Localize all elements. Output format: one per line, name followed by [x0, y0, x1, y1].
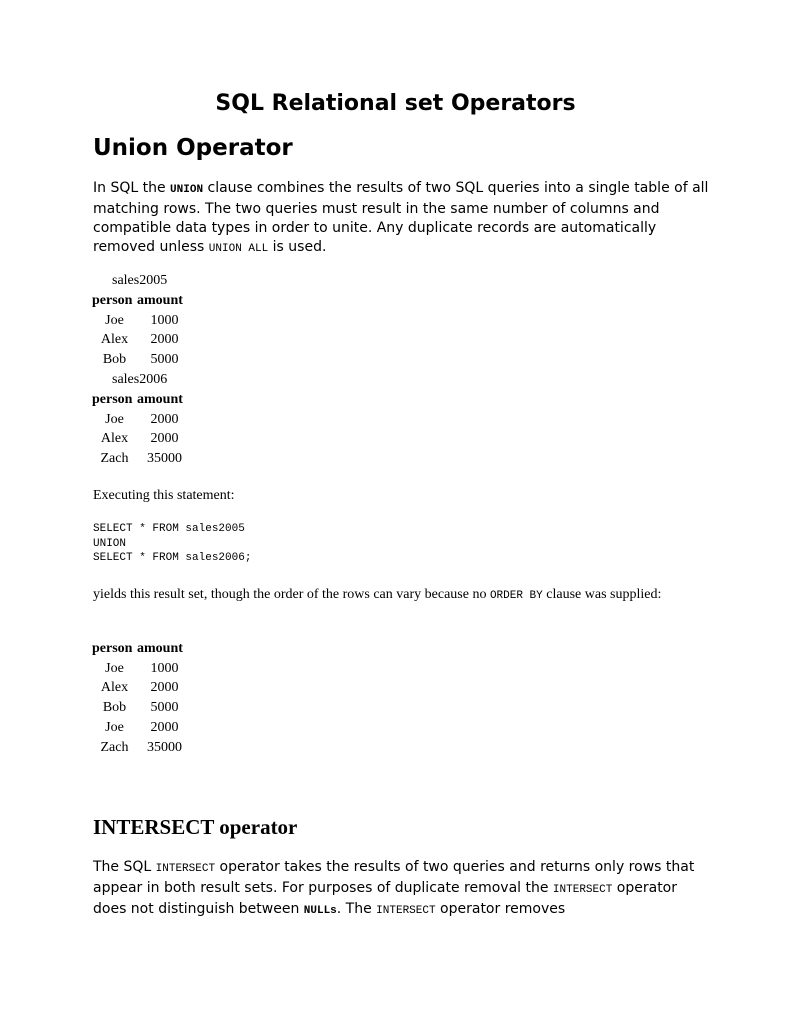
sales2006-table: [92, 370, 192, 469]
table-row: [92, 678, 192, 698]
intro-text-3: is used.: [268, 239, 327, 255]
cell-person: Alex: [100, 431, 129, 447]
cell-amount: 2000: [150, 680, 179, 696]
table-row: [92, 698, 192, 718]
table-row: [92, 429, 192, 449]
table-row: [92, 659, 192, 679]
union-result-table: [92, 639, 192, 757]
column-header-person: person: [92, 293, 133, 308]
table-row: [92, 330, 192, 350]
cell-amount: 2000: [150, 411, 179, 427]
cell-person: Alex: [100, 332, 129, 348]
intersect-paragraph: [93, 858, 713, 921]
union-all-keyword: UNION ALL: [208, 243, 269, 255]
table-row: [92, 350, 192, 370]
cell-amount: 2000: [150, 719, 179, 735]
yields-text-2: clause was supplied:: [542, 587, 662, 602]
cell-person: Alex: [100, 680, 129, 696]
union-heading: Union Operator: [93, 135, 293, 161]
table-header-row: [92, 291, 192, 311]
cell-amount: 2000: [150, 332, 179, 348]
intersect-heading: INTERSECT operator: [93, 815, 298, 839]
table-header-row: [92, 390, 192, 410]
intro-text-2: clause combines the results of two SQL queries into a single table of all matching rows. The two queries must result in the same number of columns and compatible data types in order to unite. Any duplicate records are automatically removed unless: [93, 180, 709, 255]
intersect-text-5: operator removes: [435, 901, 566, 917]
yields-text-1: yields this result set, though the order of the rows can vary because no: [93, 587, 490, 602]
intersect-keyword: INTERSECT: [552, 884, 613, 896]
table-row: [92, 311, 192, 331]
table-row: [92, 449, 192, 469]
column-header-person: person: [92, 392, 133, 407]
union-intro-paragraph: [93, 179, 713, 259]
column-header-amount: amount: [137, 392, 183, 407]
column-header-amount: amount: [137, 641, 183, 656]
intersect-text-3: operator does not distinguish between: [93, 880, 678, 917]
cell-amount: 35000: [147, 739, 182, 755]
table-row: [92, 738, 192, 758]
cell-amount: 1000: [150, 660, 179, 676]
column-header-person: person: [92, 641, 133, 656]
order-by-keyword: ORDER BY: [489, 590, 543, 602]
cell-amount: 5000: [150, 352, 179, 368]
cell-amount: 35000: [147, 451, 182, 467]
cell-amount: 5000: [150, 700, 179, 716]
table-row: [92, 410, 192, 430]
cell-person: Joe: [105, 411, 124, 427]
cell-person: Joe: [105, 660, 124, 676]
cell-person: Joe: [105, 312, 124, 328]
cell-person: Bob: [102, 700, 127, 716]
union-keyword: UNION: [170, 184, 204, 196]
intersect-keyword: INTERSECT: [155, 863, 216, 875]
intersect-text-2: operator takes the results of two queries and returns only rows that appear in both result sets. For purposes of duplicate removal the: [93, 859, 695, 896]
yields-result-text: [93, 586, 693, 605]
intersect-text-1: The SQL: [93, 859, 156, 875]
nulls-keyword: NULLs: [303, 905, 337, 917]
column-header-amount: amount: [137, 293, 183, 308]
table-row: [92, 718, 192, 738]
cell-person: Zach: [100, 739, 129, 755]
sales2005-table: [92, 271, 192, 370]
intersect-text-4: . The: [336, 901, 377, 917]
cell-person: Joe: [105, 719, 124, 735]
table-caption: sales2006: [112, 372, 168, 387]
cell-amount: 1000: [150, 312, 179, 328]
document-title: SQL Relational set Operators: [215, 91, 576, 116]
cell-person: Bob: [102, 352, 127, 368]
cell-amount: 2000: [150, 431, 179, 447]
table-caption: sales2005: [112, 273, 168, 288]
intro-text-1: In SQL the: [93, 180, 171, 196]
executing-statement-text: Executing this statement:: [93, 488, 235, 503]
table-header-row: [92, 639, 192, 659]
intersect-keyword: INTERSECT: [376, 905, 436, 917]
cell-person: Zach: [100, 451, 129, 467]
union-sql-code-block: SELECT * FROM sales2005 UNION SELECT * FROM sales2006;: [93, 523, 252, 564]
